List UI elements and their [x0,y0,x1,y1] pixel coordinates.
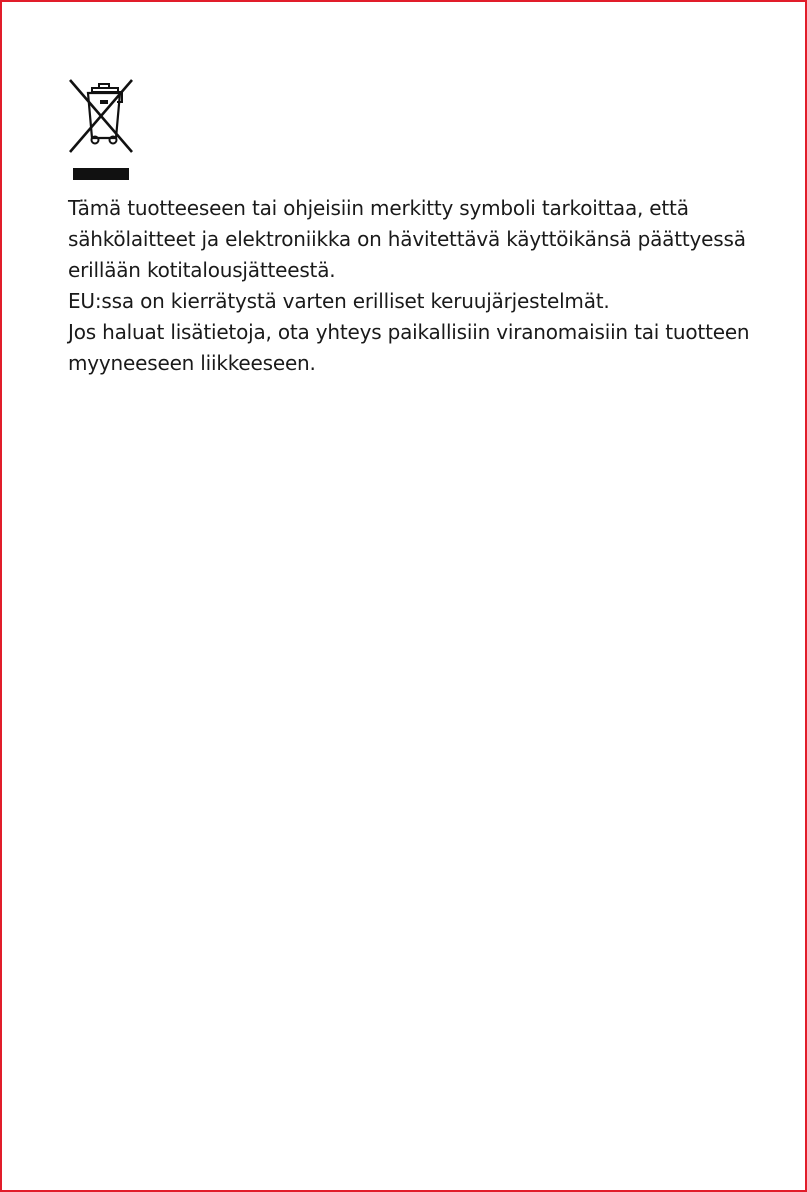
notice-line-4: EU:ssa on kierrätystä varten erilliset keruujärjestelmät. [68,289,610,313]
notice-line-6: myyneeseen liikkeeseen. [68,351,316,375]
disposal-notice-text [68,193,788,379]
notice-line-1: Tämä tuotteeseen tai ohjeisiin merkitty symboli tarkoittaa, että [68,196,689,220]
notice-line-2: sähkölaitteet ja elektroniikka on hävitettävä käyttöikänsä päättyessä [68,227,746,251]
crossed-out-wheelie-bin-icon [66,76,136,186]
notice-line-3: erillään kotitalousjätteestä. [68,258,336,282]
notice-line-5: Jos haluat lisätietoja, ota yhteys paikallisiin viranomaisiin tai tuotteen [68,320,750,344]
